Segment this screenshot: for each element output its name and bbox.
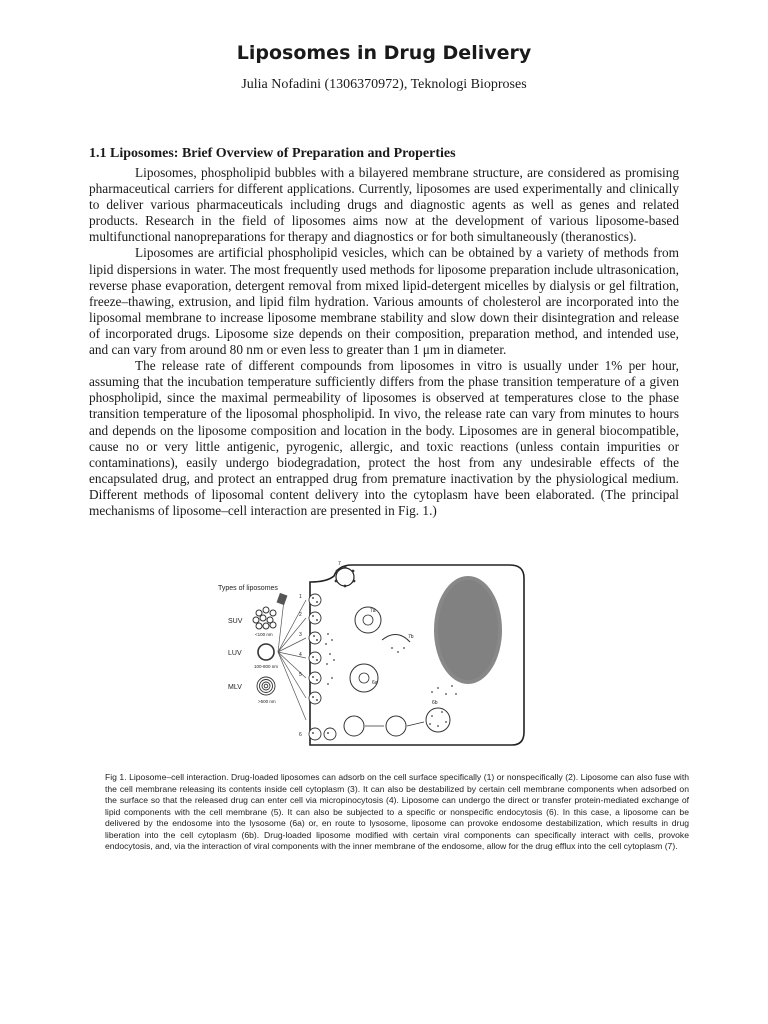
lysosome-liposome (359, 673, 369, 683)
label-1: 1 (299, 594, 302, 600)
label-5: 5 (299, 672, 302, 678)
luv-label: LUV (228, 650, 242, 657)
section-heading: 1.1 Liposomes: Brief Overview of Preparation and Properties (89, 146, 456, 161)
viral-liposome (336, 568, 354, 586)
label-7: 7 (338, 561, 341, 567)
label-4: 4 (299, 652, 302, 658)
figure-drawing (212, 560, 530, 756)
nucleus-texture (438, 580, 498, 680)
luv-size-label: 100-800 nm (254, 664, 279, 669)
label-6: 6 (299, 732, 302, 738)
delivery-arrows (278, 600, 306, 720)
endosome-7a-liposome (363, 615, 373, 625)
paragraph-1: Liposomes, phospholipid bubbles with a bilayered membrane structure, are considered as promising pharmaceutical carriers for different applications. Currently, liposomes are used experimentally and clinically to deliver various pharmaceuticals including drugs and diagnostic agents as well as genes and related products. Research in the field of liposomes aims now at the development of various liposome-based multifunctional nanopreparations for therapy and diagnostics or for both simultaneously (theranostics). (89, 165, 679, 245)
suv-size-label: <100 nm (255, 632, 273, 637)
label-2: 2 (299, 612, 302, 618)
label-6a: 6a (372, 680, 378, 686)
figure-caption: Fig 1. Liposome–cell interaction. Drug-loaded liposomes can adsorb on the cell surface specifically (1) or nonspecifically (2). Liposome can also fuse with the cell membrane releasing its contents inside cell cytoplasm (3). It can also be destabilized by certain cell membrane components when adsorbed on the surface so that the released drug can enter cell via micropinocytosis (4). Liposome can undergo the direct or transfer protein-mediated exchange of lipid components with the cell membrane (5). It can also be subjected to a specific or nonspecific endocytosis (6). In this case, a liposome can be delivered by the endosome into the lysosome (6a) or, en route to lysosome, liposome can provoke endosome destabilization, which results in drug liberation into the cell cytoplasm (6b). Drug-loaded liposome modified with certain viral components can specifically interact with cells, provoke endocytosis, and, via the interaction of viral components with the inner membrane of the endosome, allow for the drug efflux into the cell cytoplasm (7). (105, 772, 689, 851)
document-title: Liposomes in Drug Delivery (236, 42, 532, 64)
label-6b: 6b (432, 700, 438, 706)
types-of-liposomes-label: Types of liposomes (218, 585, 278, 592)
suv-vesicle-cluster (253, 607, 276, 629)
author-line: Julia Nofadini (1306370972), Teknologi Bioproses (241, 77, 527, 92)
luv-vesicle (258, 644, 274, 660)
mlv-size-label: >500 nm (258, 699, 276, 704)
label-7b: 7b (408, 634, 414, 640)
paragraph-2: Liposomes are artificial phospholipid vesicles, which can be obtained by a variety of methods from lipid dispersions in water. The most frequently used methods for liposome preparation include ultrasonication, reverse phase evaporation, detergent removal from mixed lipid-detergent micelles by dialysis or gel filtration, freeze–thawing, extrusion, and lipid film hydration. Various amounts of cholesterol are incorporated into the liposomal membrane to increase liposome membrane stability and slow down their disintegration and release of incorporated drugs. Liposome size depends on their composition, preparation method, and intended use, and can vary from around 80 nm or even less to greater than 1 μm in diameter. (89, 245, 679, 358)
mlv-label: MLV (228, 684, 242, 691)
label-3: 3 (299, 632, 302, 638)
mlv-vesicle (257, 677, 275, 695)
suv-label: SUV (228, 618, 243, 625)
stacked-bilayer-icon (277, 593, 288, 605)
body-text (89, 165, 679, 519)
paragraph-3: The release rate of different compounds from liposomes in vitro is usually under 1% per hour, assuming that the incubation temperature sufficiently differs from the phase transition temperature of a given phospholipid, since the maximal permeability of liposomes is observed at temperatures close to the phase transition temperature of the liposomal phospholipid. In vivo, the release rate can vary from minutes to hours and depends on the liposome composition and location in the body. Liposomes are in general biocompatible, cause no or very little antigenic, pyrogenic, allergic, and toxic reactions (unless contain impurities or contaminations), easily undergo biodegradation, protect the host from any undesirable effects of the encapsulated drug, and protect an entrapped drug from premature inactivation by the physiological medium. Different methods of liposomal content delivery into the cytoplasm have been elaborated. (The principal mechanisms of liposome–cell interaction are presented in Fig. 1.) (89, 358, 679, 518)
label-7a: 7a (370, 608, 376, 614)
liposome-cell-interaction-figure (212, 560, 530, 756)
